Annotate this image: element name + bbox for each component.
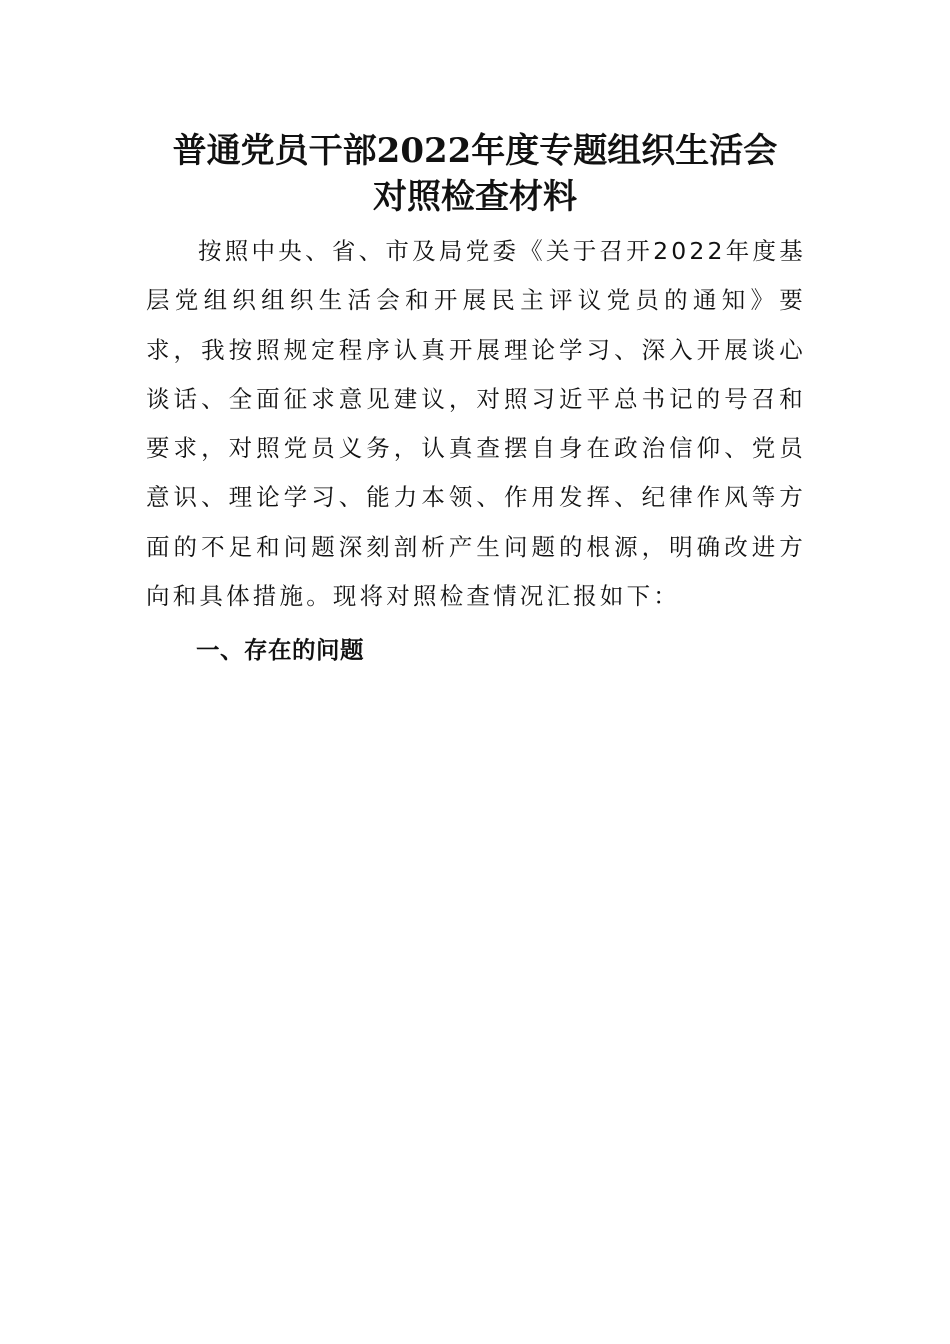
intro-paragraph: 按照中央、省、市及局党委《关于召开2022年度基层党组织组织生活会和开展民主评议党员的通知》要求，我按照规定程序认真开展理论学习、深入开展谈心谈话、全面征求意见建议，对照习近平总书记的号召和要求，对照党员义务，认真查摆自身在政治信仰、党员意识、理论学习、能力本领、作用发挥、纪律作风等方面的不足和问题深刻剖析产生问题的根源，明确改进方向和具体措施。现将对照检查情况汇报如下： xyxy=(146,237,806,611)
section-heading-problems: 一、存在的问题 xyxy=(196,636,364,664)
document-title-line-1: 普通党员干部2022年度专题组织生活会 xyxy=(172,131,778,171)
document-title-line-2: 对照检查材料 xyxy=(373,177,577,217)
